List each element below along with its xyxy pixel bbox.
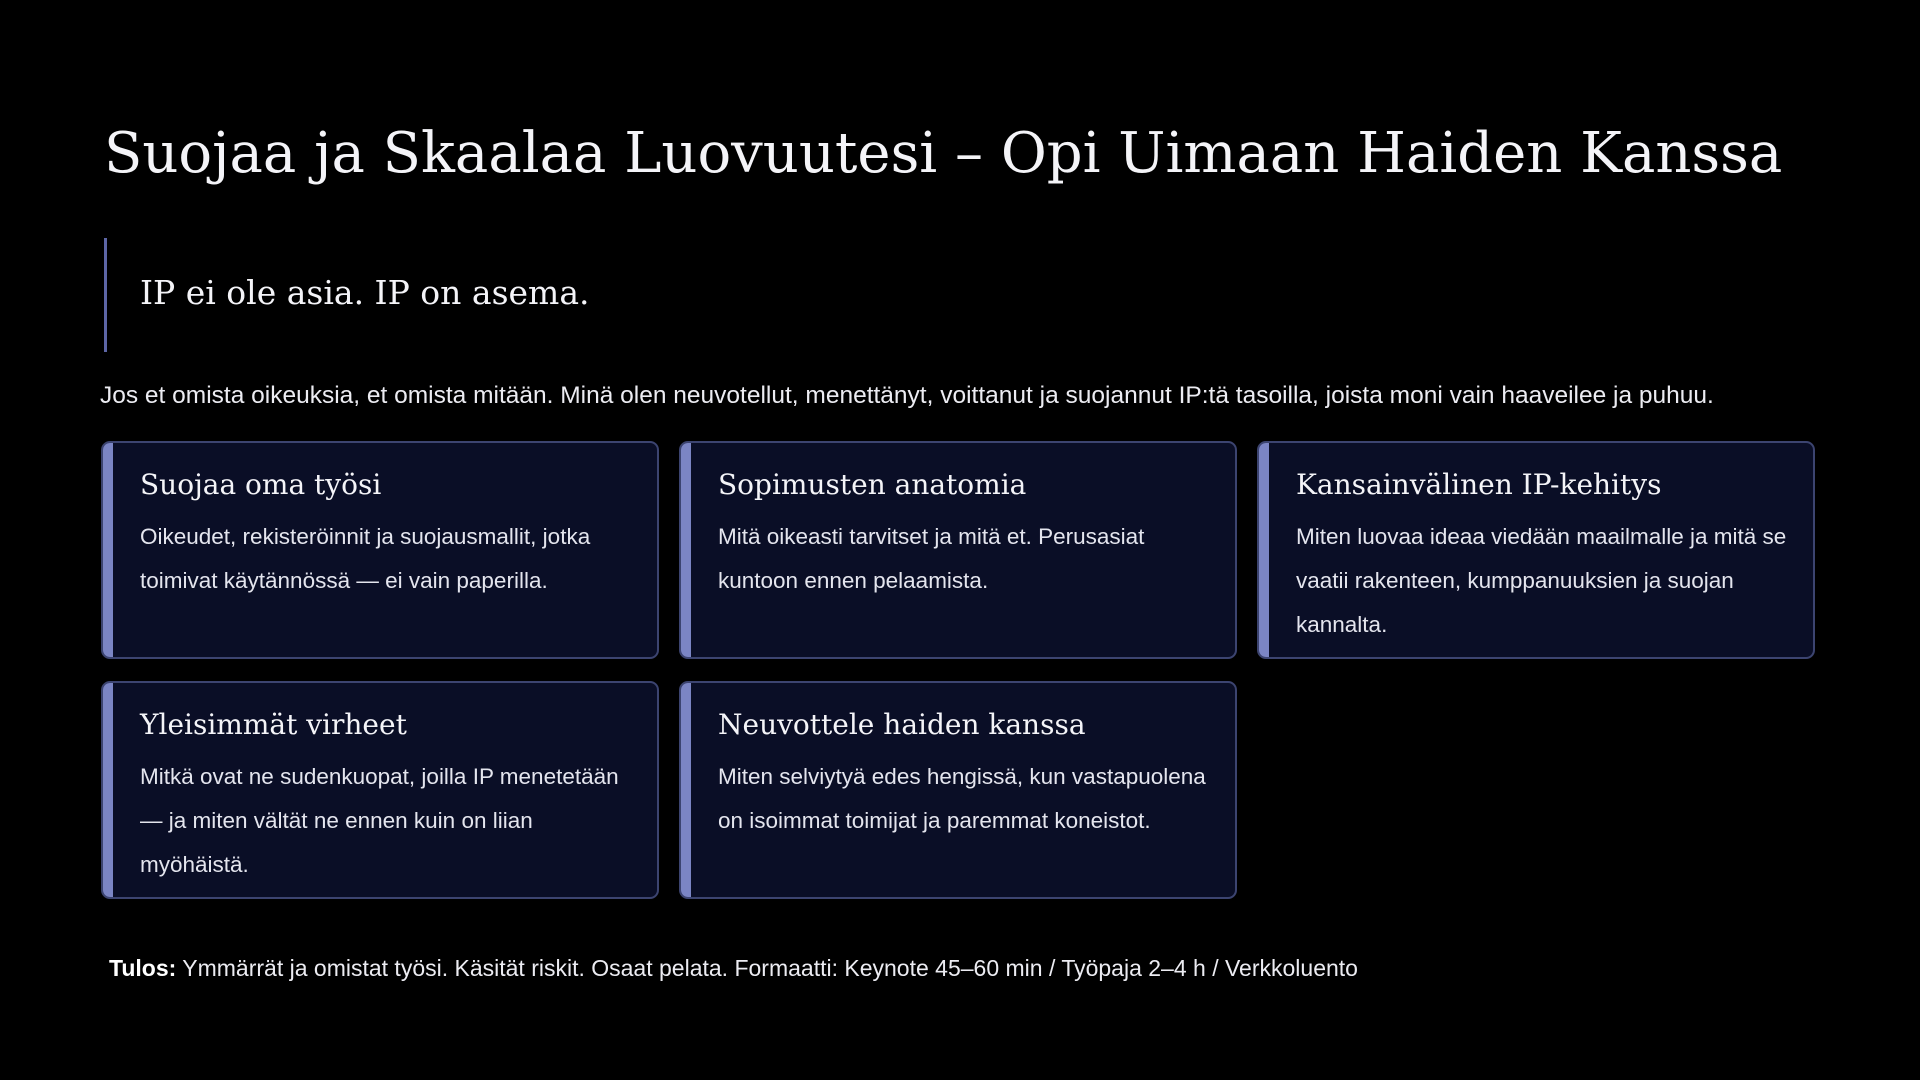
intro-text: Jos et omista oikeuksia, et omista mitään. Minä olen neuvotellut, menettänyt, voittanut ja suojannut IP:tä tasoilla, joista moni vain haaveilee ja puhuu.	[100, 382, 1714, 409]
topic-card-negotiate-sharks	[679, 681, 1237, 899]
result-label: Tulos:	[109, 955, 177, 981]
card-title: Sopimusten anatomia	[718, 468, 1027, 501]
card-body: Oikeudet, rekisteröinnit ja suojausmallit, jotka toimivat käytännössä — ei vain paperilla.	[140, 524, 591, 593]
card-body: Mitkä ovat ne sudenkuopat, joilla IP menetetään — ja miten vältät ne ennen kuin on liian myöhäistä.	[140, 764, 619, 877]
card-accent-bar	[681, 443, 691, 657]
card-body: Miten luovaa ideaa viedään maailmalle ja mitä se vaatii rakenteen, kumppanuuksien ja suojan kannalta.	[1296, 524, 1787, 637]
card-title: Suojaa oma työsi	[140, 468, 382, 501]
topic-card-protect-work	[101, 441, 659, 659]
quote-text: IP ei ole asia. IP on asema.	[140, 273, 590, 312]
result-summary	[109, 952, 1358, 984]
topic-card-common-mistakes	[101, 681, 659, 899]
quote-block	[104, 238, 804, 352]
card-accent-bar	[103, 683, 113, 897]
card-title: Kansainvälinen IP-kehitys	[1296, 468, 1662, 501]
card-body: Mitä oikeasti tarvitset ja mitä et. Perusasiat kuntoon ennen pelaamista.	[718, 524, 1145, 593]
card-title: Yleisimmät virheet	[140, 708, 407, 741]
page-title: Suojaa ja Skaalaa Luovuutesi – Opi Uimaan Haiden Kanssa	[104, 121, 1783, 186]
card-accent-bar	[1259, 443, 1269, 657]
topic-card-international-ip	[1257, 441, 1815, 659]
card-accent-bar	[681, 683, 691, 897]
card-accent-bar	[103, 443, 113, 657]
card-title: Neuvottele haiden kanssa	[718, 708, 1086, 741]
topic-card-contract-anatomy	[679, 441, 1237, 659]
card-body: Miten selviytyä edes hengissä, kun vastapuolena on isoimmat toimijat ja paremmat koneistot.	[718, 764, 1206, 833]
result-text: Ymmärrät ja omistat työsi. Käsität riskit. Osaat pelata. Formaatti: Keynote 45–60 min / Työpaja 2–4 h / Verkkoluento	[176, 955, 1358, 981]
